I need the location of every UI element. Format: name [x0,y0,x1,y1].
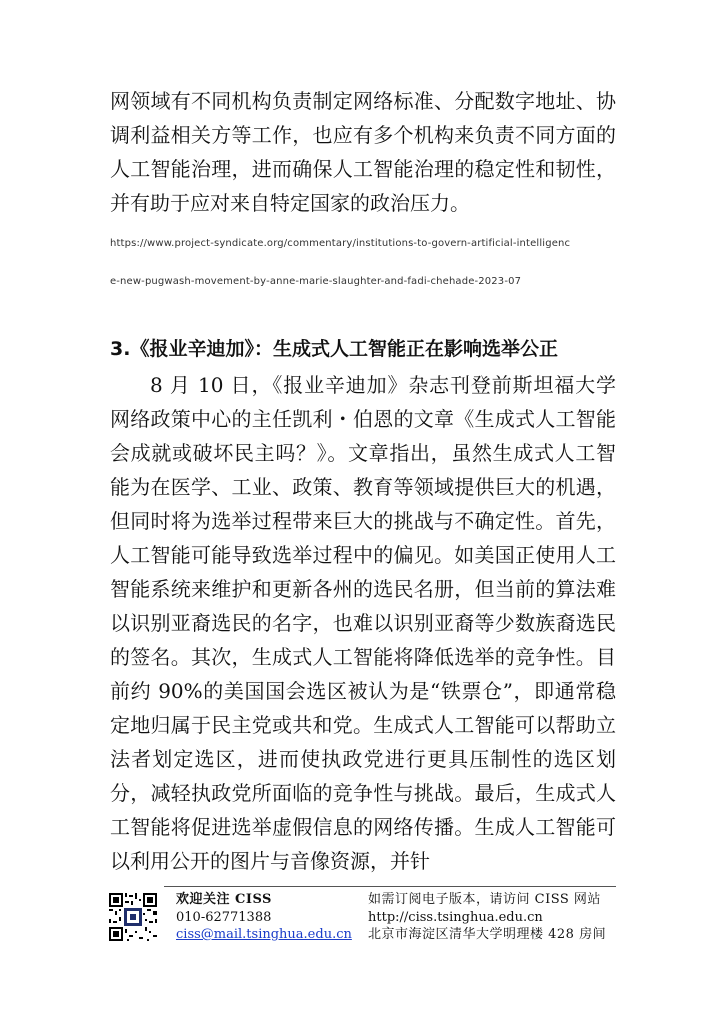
footer-contact [176,891,352,944]
footer-email-link[interactable]: ciss@mail.tsinghua.edu.cn [176,927,352,942]
footer-info [368,891,606,944]
footer-phone: 010-62771388 [176,909,272,925]
footer-website-link[interactable]: http://ciss.tsinghua.edu.cn [368,909,543,925]
footer-subscribe-note: 如需订阅电子版本，请访问 CISS 网站 [368,892,601,907]
source-url-line-2[interactable]: e-new-pugwash-movement-by-anne-marie-slaughter-and-fadi-chehade-2023-07 [110,276,522,287]
qr-code-icon [107,891,159,943]
section-heading: 3.《报业辛迪加》：生成式人工智能正在影响选举公正 [110,338,558,360]
body-paragraph-main: 8 月 10 日，《报业辛迪加》杂志刊登前斯坦福大学网络政策中心的主任凯利・伯恩的文章《生成式人工智能会成就或破坏民主吗？》。文章指出，虽然生成式人工智能为在医学、工业、政策、教育等领域提供巨大的机遇，但同时将为选举过程带来巨大的挑战与不确定性。首先，人工智能可能导致选举过程中的偏见。如美国正使用人工智能系统来维护和更新各州的选民名册，但当前的算法难以识别亚裔选民的名字，也难以识别亚裔等少数族裔选民的签名。其次，生成式人工智能将降低选举的竞争性。目前约 90%的美国国会选区被认为是“铁票仓”，即通常稳定地归属于民主党或共和党。生成式人工智能可以帮助立法者划定选区，进而使执政党进行更具压制性的选区划分，减轻执政党所面临的竞争性与挑战。最后，生成式人工智能将促进选举虚假信息的网络传播。生成人工智能可以利用公开的图片与音像资源，并针 [110,373,616,873]
footer-divider [164,886,616,887]
body-paragraph-intro: 网领域有不同机构负责制定网络标准、分配数字地址、协调利益相关方等工作，也应有多个机构来负责不同方面的人工智能治理，进而确保人工智能治理的稳定性和韧性，并有助于应对来自特定国家的政治压力。 [110,89,616,215]
source-url-line-1[interactable]: https://www.project-syndicate.org/commentary/institutions-to-govern-artificial-intelligenc [110,238,571,249]
footer-address: 北京市海淀区清华大学明理楼 428 房间 [368,927,607,942]
footer-follow-label: 欢迎关注 CISS [176,892,272,907]
